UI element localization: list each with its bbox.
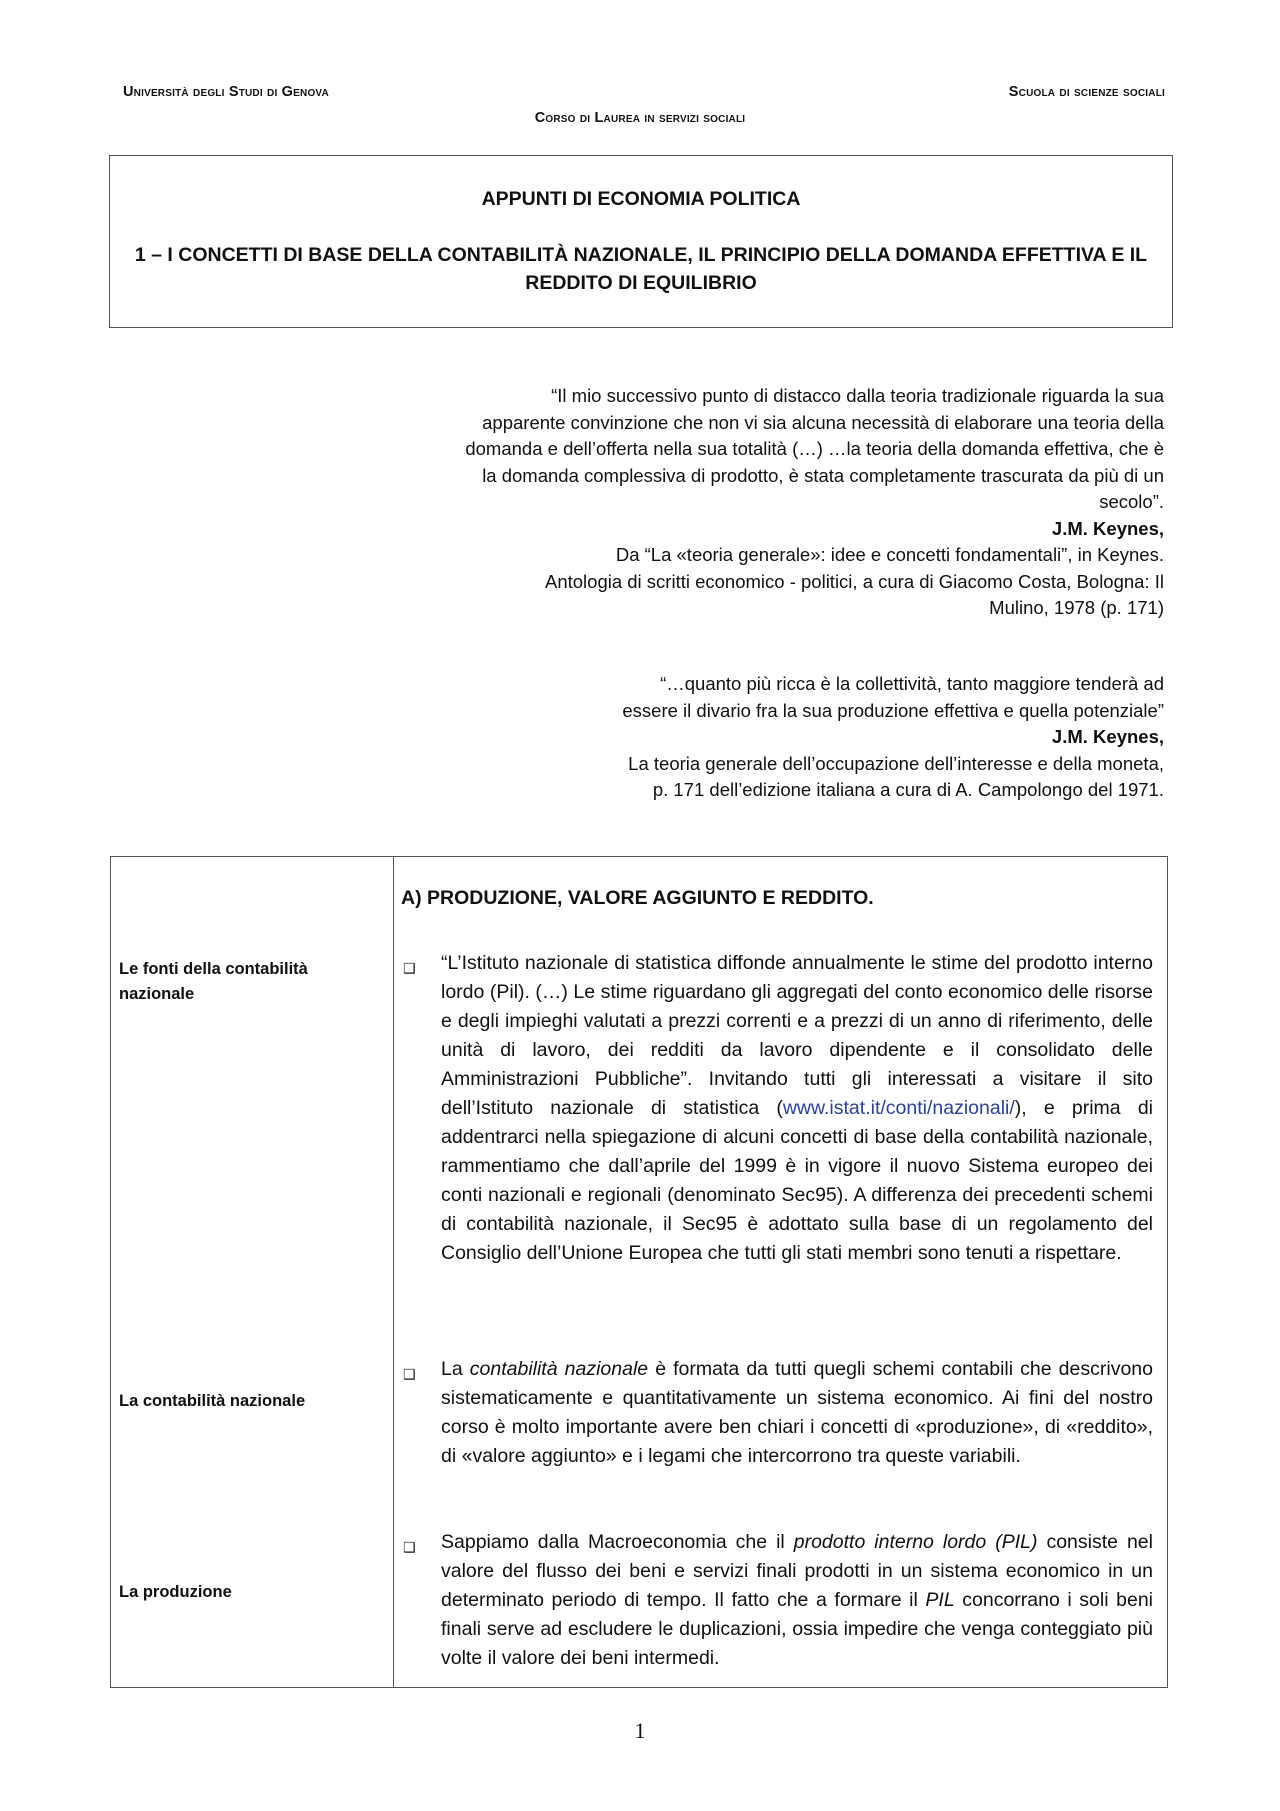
title-box (109, 155, 1173, 328)
quote-text: “Il mio successivo punto di distacco dalla teoria tradizionale riguarda la sua apparente convinzione che non vi sia alcuna necessità di elaborare una teoria della domanda e dell’offerta nella sua totalità (…) …la teoria della domanda effettiva, che è la domanda complessiva di prodotto, è stata completamente trascurata da più di un secolo”. (465, 385, 1164, 512)
paragraph-text: è formata da tutti quegli schemi contabili che descrivono sistematicamente e quantitativamente un sistema economico. Ai fini del nostro corso è molto importante avere ben chiari i concetti di «produzione», di «reddito», di «valore aggiunto» e i legami che intercorrono tra queste variabili. (441, 1358, 1153, 1467)
paragraph-fonti (441, 949, 1153, 1268)
emphasis-text: contabilità nazionale (469, 1358, 649, 1380)
checkbox-bullet-icon: ❑ (403, 960, 416, 976)
paragraph-contabilita (441, 1355, 1153, 1471)
paragraph-text: “L’Istituto nazionale di statistica diffonde annualmente le stime del prodotto interno lordo (Pil). (…) Le stime riguardano gli aggregati del conto economico delle risorse e degli impieghi valutati a prezzi correnti e a prezzi di un anno di riferimento, delle unità di lavoro, dei redditi da lavoro dipendente e il consolidato delle Amministrazioni Pubbliche”. Invitando tutti gli interessati a visitare il sito dell’Istituto nazionale di statistica ( (441, 952, 1153, 1119)
content-table (110, 856, 1168, 1688)
emphasis-text: PIL (925, 1589, 955, 1611)
header-course: Corso di Laurea in servizi sociali (534, 110, 746, 126)
paragraph-text: La (441, 1358, 470, 1380)
header-school: Scuola di scienze sociali (1008, 84, 1165, 100)
paragraph-text: consiste nel valore del flusso dei beni e servizi finali prodotti in un sistema economico in un determinato periodo di tempo. Il fatto che a formare il (441, 1531, 1153, 1611)
margin-label-contabilita: La contabilità nazionale (119, 1392, 306, 1410)
checkbox-bullet-icon: ❑ (403, 1366, 416, 1382)
paragraph-text: Sappiamo dalla Macroeconomia che il (441, 1531, 794, 1553)
quote-source: La teoria generale dell’occupazione dell’interesse e della moneta, (628, 752, 1164, 774)
paragraph-text: ), e prima di addentrarci nella spiegazione di alcuni concetti di base della contabilità nazionale, rammentiamo che dall’aprile del 1999 è in vigore il nuovo Sistema europeo dei conti nazionali e regionali (denominato Sec95). A differenza dei precedenti schemi di contabilità nazionale, il Sec95 è adottato sulla base di un regolamento del Consiglio dell’Unione Europea che tutti gli stati membri sono tenuti a rispettare. (441, 1097, 1153, 1264)
document-title: APPUNTI DI ECONOMIA POLITICA (481, 188, 801, 210)
page-number: 1 (634, 1718, 646, 1743)
column-divider (393, 857, 394, 1687)
paragraph-text: concorrano i soli beni finali serve ad escludere le duplicazioni, ossia impedire che venga conteggiato più volte il valore dei beni intermedi. (441, 1589, 1154, 1669)
quote-source: p. 171 dell’edizione italiana a cura di A. Campolongo del 1971. (652, 779, 1164, 800)
epigraph-quote-1 (464, 383, 1164, 622)
quote-text: “…quanto più ricca è la collettività, tanto maggiore tenderà ad essere il divario fra la sua produzione effettiva e quella potenziale” (622, 673, 1164, 721)
section-heading: A) PRODUZIONE, VALORE AGGIUNTO E REDDITO. (401, 887, 874, 909)
checkbox-bullet-icon: ❑ (403, 1539, 416, 1555)
chapter-title: 1 – I CONCETTI DI BASE DELLA CONTABILITÀ NAZIONALE, IL PRINCIPIO DELLA DOMANDA EFFETTIVA E IL REDDITO DI EQUILIBRIO (134, 244, 1148, 294)
quote-source: Antologia di scritti economico - politici, a cura di Giacomo Costa, Bologna: Il Mulino, 1978 (p. 171) (544, 570, 1164, 618)
paragraph-produzione (441, 1528, 1153, 1673)
istat-link[interactable]: www.istat.it/conti/nazionali/ (782, 1097, 1015, 1119)
emphasis-text: prodotto interno lordo (PIL) (793, 1531, 1038, 1553)
epigraph-quote-2 (464, 671, 1164, 804)
header-university: Università degli Studi di Genova (123, 84, 329, 100)
margin-label-produzione: La produzione (119, 1583, 232, 1601)
quote-author: J.M. Keynes, (1051, 517, 1164, 539)
quote-author: J.M. Keynes, (1051, 726, 1164, 747)
quote-source: Da “La «teoria generale»: idee e concetti fondamentali”, in Keynes. (615, 544, 1164, 565)
margin-label-fonti: Le fonti della contabilità nazionale (119, 960, 308, 1003)
